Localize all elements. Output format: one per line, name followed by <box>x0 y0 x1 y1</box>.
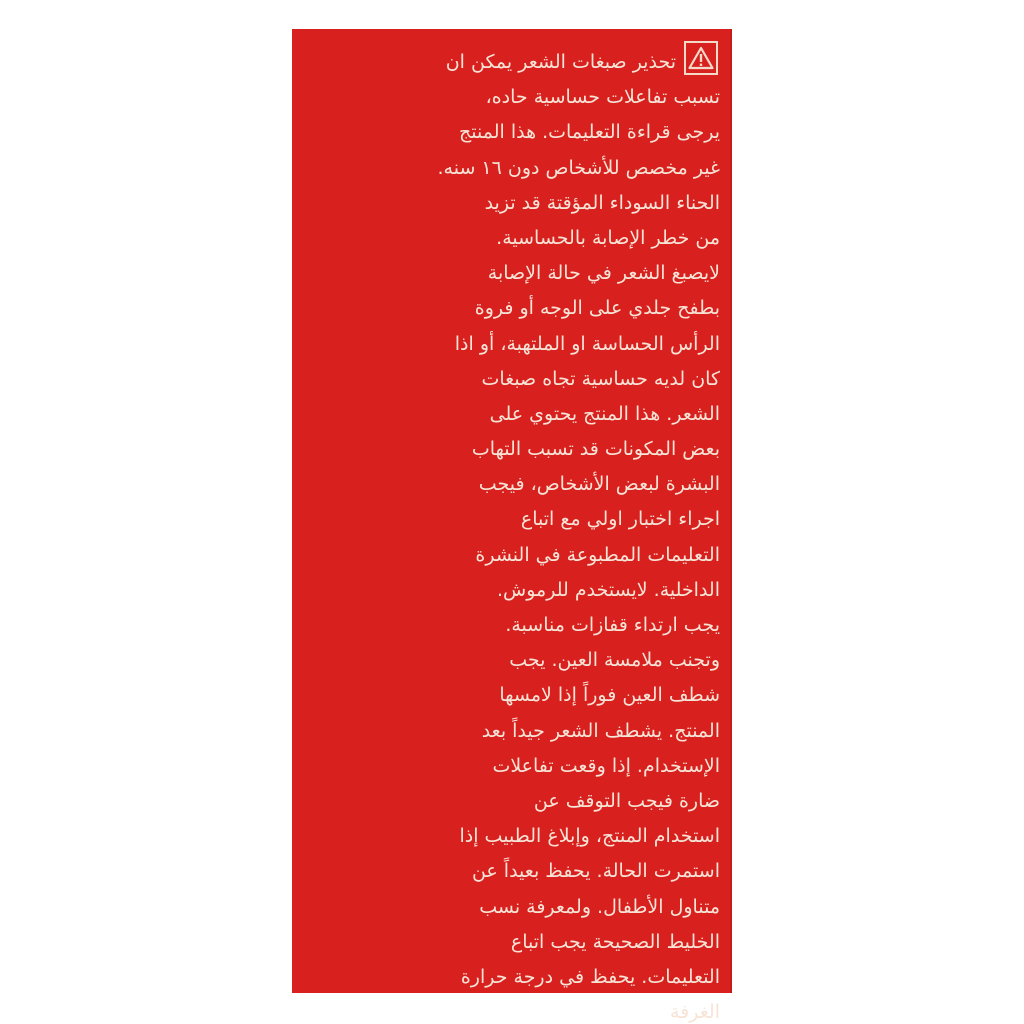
warning-text-line: لايصبغ الشعر في حالة الإصابة <box>487 262 720 285</box>
warning-text-line: غير مخصص للأشخاص دون ١٦ سنه. <box>437 156 720 179</box>
warning-text-line: الحناء السوداء المؤقتة قد تزيد <box>484 191 720 214</box>
warning-text-line: البشرة لبعض الأشخاص، فيجب <box>478 473 720 496</box>
warning-text-line: كان لديه حساسية تجاه صبغات <box>481 367 720 390</box>
warning-text-line: الغرفة <box>670 1001 720 1024</box>
warning-text-line: ضارة فيجب التوقف عن <box>533 789 720 812</box>
warning-text-line: من خطر الإصابة بالحساسية. <box>496 226 720 249</box>
warning-text-line: التعليمات. يحفظ في درجة حرارة <box>460 965 720 988</box>
warning-triangle-icon <box>684 41 718 75</box>
warning-text-line: متناول الأطفال. ولمعرفة نسب <box>479 895 720 918</box>
warning-text-line: الرأس الحساسة او الملتهبة، أو اذا <box>454 332 720 355</box>
warning-text-line: بعض المكونات قد تسبب التهاب <box>471 438 720 461</box>
warning-text-line: المنتج. يشطف الشعر جيداً بعد <box>481 719 720 742</box>
warning-text-line: الداخلية. لايستخدم للرموش. <box>497 578 720 601</box>
warning-label-panel <box>292 29 732 1024</box>
warning-text-line: التعليمات المطبوعة في النشرة <box>475 543 720 566</box>
warning-text-line: الإستخدام. إذا وقعت تفاعلات <box>492 754 720 777</box>
warning-text-line: بطفح جلدي على الوجه أو فروة <box>474 297 720 320</box>
warning-text-line: تسبب تفاعلات حساسية حاده، <box>485 86 720 109</box>
warning-text-line: الخليط الصحيحة يجب اتباع <box>510 930 720 953</box>
warning-text <box>301 45 720 1024</box>
warning-text-line: شطف العين فوراً إذا لامسها <box>499 684 720 707</box>
warning-text-line: يرجى قراءة التعليمات. هذا المنتج <box>459 121 720 144</box>
warning-text-line: استخدام المنتج، وإبلاغ الطبيب إذا <box>459 825 720 848</box>
warning-text-line: يجب ارتداء قفازات مناسبة. <box>505 614 720 636</box>
warning-text-line: الشعر. هذا المنتج يحتوي على <box>489 402 720 425</box>
warning-text-line: تحذير صبغات الشعر يمكن ان <box>445 51 676 73</box>
warning-text-line: وتجنب ملامسة العين. يجب <box>509 649 720 672</box>
warning-text-line: اجراء اختبار اولي مع اتباع <box>520 508 720 531</box>
warning-text-line: استمرت الحالة. يحفظ بعيداً عن <box>471 860 720 883</box>
